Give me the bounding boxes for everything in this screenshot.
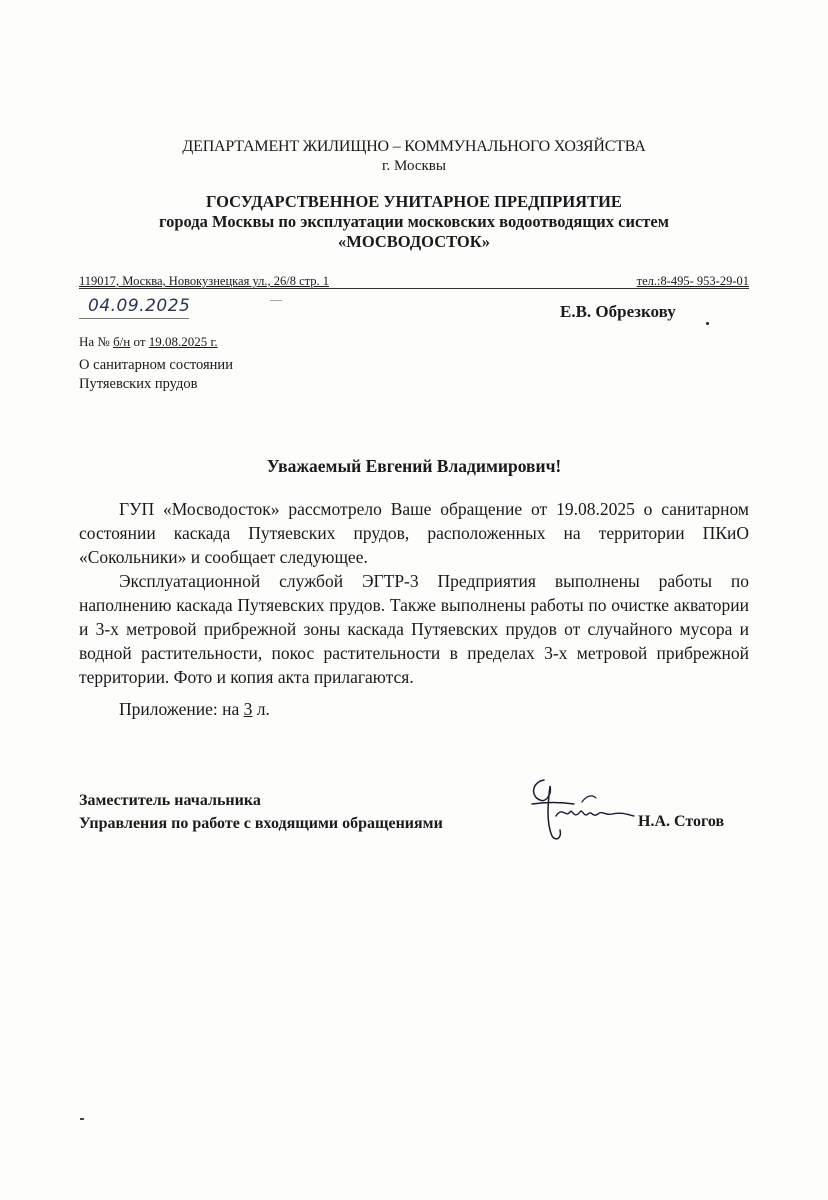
org-line-2: города Москвы по эксплуатации московских водоотводящих систем [159, 212, 669, 231]
addressee: Е.В. Обрезкову [560, 302, 676, 321]
department-city: г. Москвы [382, 158, 446, 174]
reference-line [79, 334, 218, 350]
letter-body [79, 497, 749, 689]
org-line-1: ГОСУДАРСТВЕННОЕ УНИТАРНОЕ ПРЕДПРИЯТИЕ [206, 192, 622, 211]
reference-number: б/н [113, 334, 131, 349]
organization-address: 119017, Москва, Новокузнецкая ул., 26/8 стр. 1 [79, 274, 330, 288]
body-paragraph-2: Эксплуатационной службой ЭГТР-3 Предприятия выполнены работы по наполнению каскада Путяевских прудов. Также выполнены работы по очистке акватории и 3-х метровой прибрежной зоны каскада Путяевских прудов от случайного мусора и водной растительности, покос растительности в пределах 3-х метровой прибрежной территории. Фото и копия акта прилагаются. [79, 571, 749, 687]
signatory-title-line-2: Управления по работе с входящими обращениями [79, 815, 443, 832]
header-divider [79, 288, 749, 289]
greeting: Уважаемый Евгений Владимирович! [266, 456, 562, 476]
signatory-title-line-1: Заместитель начальника [79, 792, 261, 809]
body-paragraph-1: ГУП «Мосводосток» рассмотрело Ваше обращение от 19.08.2025 о санитарном состоянии каскада Путяевских прудов, расположенных на территории ПКиО «Сокольники» и сообщает следующее. [79, 499, 749, 567]
reference-prefix: На № [79, 334, 110, 349]
appendix-pages: 3 [243, 699, 253, 719]
organization-name [0, 192, 828, 252]
subject-line-2: Путяевских прудов [79, 376, 198, 392]
appendix-unit: л. [256, 699, 270, 719]
outgoing-date-handwritten: 04.09.2025 [88, 296, 191, 316]
appendix-label: Приложение: на [119, 699, 240, 719]
scan-mark [80, 1118, 84, 1120]
reference-from: от [133, 334, 146, 349]
subject-line-1: О санитарном состоянии [79, 357, 233, 373]
department-name: ДЕПАРТАМЕНТ ЖИЛИЩНО – КОММУНАЛЬНОГО ХОЗЯЙСТВА [182, 138, 646, 155]
date-underline [79, 318, 189, 319]
appendix-note [119, 699, 270, 720]
stray-dot [706, 322, 709, 325]
reference-date: 19.08.2025 г. [148, 334, 218, 349]
letter-subject [79, 356, 233, 394]
signatory-name: Н.А. Стогов [638, 813, 725, 830]
date-dash-mark [270, 300, 282, 301]
org-line-3: «МОСВОДОСТОК» [338, 232, 490, 251]
organization-phone: тел.:8-495- 953-29-01 [636, 274, 749, 288]
signatory-title [79, 789, 443, 835]
handwritten-signature [526, 772, 646, 848]
